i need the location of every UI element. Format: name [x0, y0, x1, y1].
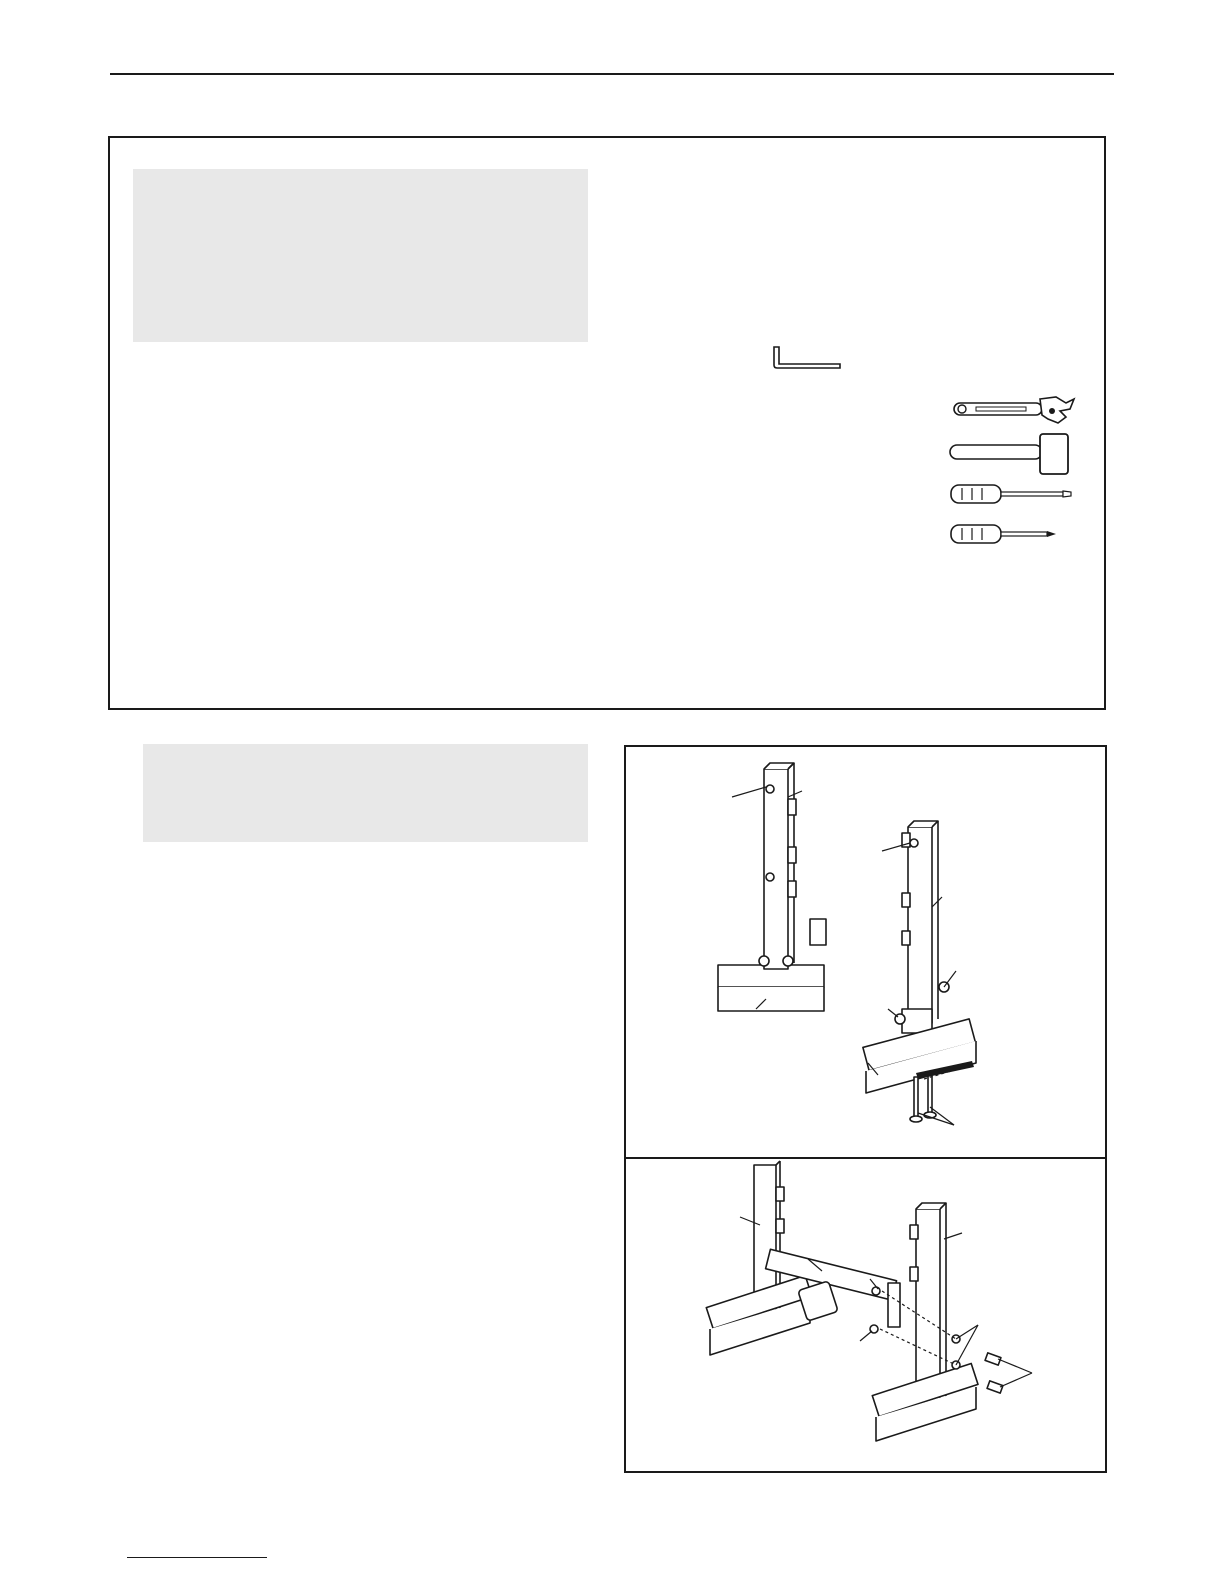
- flat-screwdriver-icon: [948, 482, 1074, 506]
- step-shaded-panel: [143, 744, 588, 842]
- bottom-link-underline: [127, 1557, 267, 1558]
- left-upright: [764, 769, 788, 969]
- rubber-mallet-icon: [948, 432, 1072, 478]
- step-2-diagram: [626, 1159, 1103, 1467]
- phillips-screwdriver-icon: [948, 522, 1060, 546]
- allen-wrench-icon: [770, 345, 842, 371]
- right-upright: [908, 827, 932, 1023]
- step-1-diagram: [626, 747, 1103, 1155]
- intro-shaded-panel: [133, 169, 588, 342]
- top-rule: [110, 73, 1114, 75]
- adjustable-wrench-icon: [948, 393, 1078, 429]
